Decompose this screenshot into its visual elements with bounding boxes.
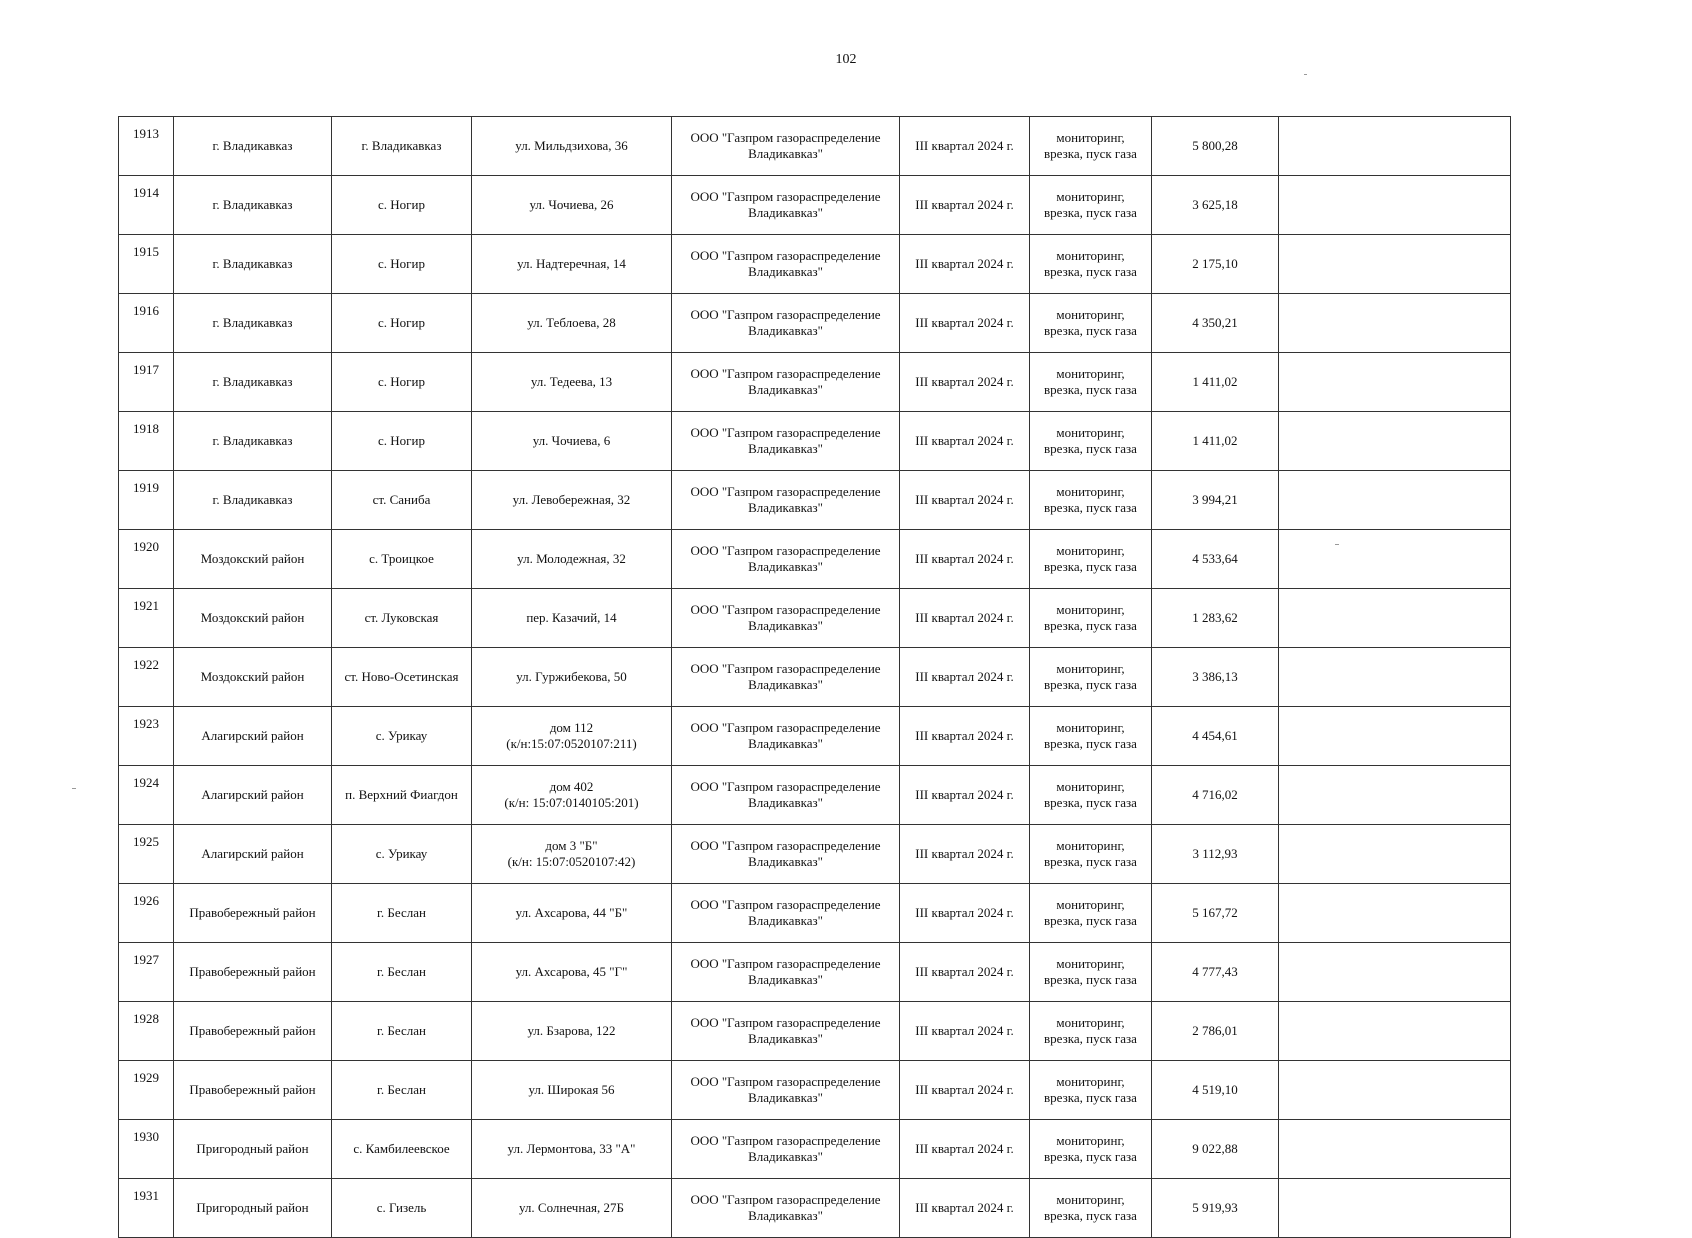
cell-organization-line: ООО "Газпром газораспределение [690, 130, 881, 145]
table-row [119, 766, 1511, 825]
cell-amount: 3 625,18 [1152, 176, 1279, 235]
cell-address [472, 1061, 672, 1120]
cell-works [1030, 1002, 1152, 1061]
cell-organization-line: Владикавказ" [748, 500, 823, 515]
cell-period: III квартал 2024 г. [900, 117, 1030, 176]
cell-address [472, 1002, 672, 1061]
cell-settlement: с. Камбилеевское [332, 1120, 472, 1179]
cell-works [1030, 412, 1152, 471]
cell-address [472, 1179, 672, 1238]
cell-works [1030, 589, 1152, 648]
table-row [119, 353, 1511, 412]
cell-address [472, 117, 672, 176]
cell-organization [672, 412, 900, 471]
cell-extra [1279, 589, 1511, 648]
cell-period: III квартал 2024 г. [900, 766, 1030, 825]
table-row [119, 884, 1511, 943]
cell-number: 1921 [119, 589, 174, 648]
cell-works-line: врезка, пуск газа [1044, 972, 1137, 987]
cell-amount: 4 454,61 [1152, 707, 1279, 766]
cell-organization [672, 766, 900, 825]
cell-organization-line: Владикавказ" [748, 795, 823, 810]
cell-extra [1279, 707, 1511, 766]
cell-works-line: врезка, пуск газа [1044, 1090, 1137, 1105]
cell-extra [1279, 353, 1511, 412]
table-row [119, 648, 1511, 707]
cell-period: III квартал 2024 г. [900, 1179, 1030, 1238]
cell-period: III квартал 2024 г. [900, 530, 1030, 589]
cell-address [472, 235, 672, 294]
cell-extra [1279, 766, 1511, 825]
cell-organization-line: Владикавказ" [748, 323, 823, 338]
cell-works-line: врезка, пуск газа [1044, 913, 1137, 928]
cell-settlement: с. Троицкое [332, 530, 472, 589]
cell-amount: 2 175,10 [1152, 235, 1279, 294]
cell-settlement: ст. Саниба [332, 471, 472, 530]
scan-speck [1304, 74, 1307, 75]
cell-organization-line: ООО "Газпром газораспределение [690, 1074, 881, 1089]
cell-works-line: мониторинг, [1056, 838, 1125, 853]
cell-extra [1279, 530, 1511, 589]
cell-works [1030, 707, 1152, 766]
cell-period: III квартал 2024 г. [900, 1002, 1030, 1061]
cell-organization-line: Владикавказ" [748, 559, 823, 574]
cell-organization [672, 117, 900, 176]
cell-organization [672, 471, 900, 530]
cell-works-line: врезка, пуск газа [1044, 618, 1137, 633]
cell-district: г. Владикавказ [174, 117, 332, 176]
cell-works-line: мониторинг, [1056, 248, 1125, 263]
cell-organization-line: Владикавказ" [748, 972, 823, 987]
cell-settlement: г. Беслан [332, 884, 472, 943]
cell-settlement: с. Ногир [332, 176, 472, 235]
cell-period: III квартал 2024 г. [900, 471, 1030, 530]
cell-amount: 4 777,43 [1152, 943, 1279, 1002]
cell-address [472, 648, 672, 707]
cell-organization-line: ООО "Газпром газораспределение [690, 248, 881, 263]
cell-organization [672, 1120, 900, 1179]
cell-district: Моздокский район [174, 530, 332, 589]
cell-works [1030, 117, 1152, 176]
cell-works-line: мониторинг, [1056, 1133, 1125, 1148]
cell-works-line: мониторинг, [1056, 661, 1125, 676]
cell-extra [1279, 1120, 1511, 1179]
cell-address-line: ул. Ахсарова, 45 "Г" [515, 964, 628, 979]
cell-district: г. Владикавказ [174, 294, 332, 353]
cell-organization-line: ООО "Газпром газораспределение [690, 897, 881, 912]
cell-address-line: ул. Гуржибекова, 50 [516, 669, 627, 684]
cell-address-line: (к/н: 15:07:0520107:42) [507, 854, 636, 869]
cell-settlement: г. Владикавказ [332, 117, 472, 176]
cell-amount: 1 283,62 [1152, 589, 1279, 648]
cell-organization [672, 884, 900, 943]
cell-organization-line: ООО "Газпром газораспределение [690, 543, 881, 558]
cell-address-line: дом 3 "Б" [545, 838, 598, 853]
cell-works [1030, 884, 1152, 943]
cell-settlement: ст. Луковская [332, 589, 472, 648]
cell-organization-line: Владикавказ" [748, 913, 823, 928]
cell-works-line: врезка, пуск газа [1044, 736, 1137, 751]
cell-works-line: мониторинг, [1056, 366, 1125, 381]
cell-district: Правобережный район [174, 1061, 332, 1120]
cell-address [472, 176, 672, 235]
cell-amount: 5 167,72 [1152, 884, 1279, 943]
cell-works [1030, 1179, 1152, 1238]
cell-settlement: ст. Ново-Осетинская [332, 648, 472, 707]
cell-organization [672, 943, 900, 1002]
cell-works [1030, 1061, 1152, 1120]
cell-organization [672, 176, 900, 235]
cell-works [1030, 471, 1152, 530]
cell-organization [672, 825, 900, 884]
cell-number: 1913 [119, 117, 174, 176]
cell-organization-line: Владикавказ" [748, 854, 823, 869]
cell-address [472, 589, 672, 648]
cell-address [472, 825, 672, 884]
cell-address [472, 294, 672, 353]
cell-address-line: (к/н: 15:07:0140105:201) [504, 795, 639, 810]
cell-works-line: мониторинг, [1056, 956, 1125, 971]
cell-address-line: ул. Мильдзихова, 36 [515, 138, 628, 153]
cell-works [1030, 176, 1152, 235]
cell-number: 1922 [119, 648, 174, 707]
cell-works-line: мониторинг, [1056, 307, 1125, 322]
cell-works-line: врезка, пуск газа [1044, 146, 1137, 161]
cell-organization-line: ООО "Газпром газораспределение [690, 484, 881, 499]
cell-organization-line: ООО "Газпром газораспределение [690, 189, 881, 204]
cell-organization-line: Владикавказ" [748, 1031, 823, 1046]
cell-number: 1931 [119, 1179, 174, 1238]
cell-address-line: пер. Казачий, 14 [526, 610, 617, 625]
cell-address [472, 412, 672, 471]
cell-organization-line: Владикавказ" [748, 618, 823, 633]
cell-organization-line: ООО "Газпром газораспределение [690, 838, 881, 853]
cell-number: 1927 [119, 943, 174, 1002]
cell-address-line: ул. Солнечная, 27Б [518, 1200, 624, 1215]
cell-amount: 4 519,10 [1152, 1061, 1279, 1120]
cell-district: Алагирский район [174, 825, 332, 884]
cell-number: 1916 [119, 294, 174, 353]
cell-organization-line: ООО "Газпром газораспределение [690, 602, 881, 617]
cell-amount: 4 533,64 [1152, 530, 1279, 589]
cell-extra [1279, 825, 1511, 884]
cell-organization-line: ООО "Газпром газораспределение [690, 1015, 881, 1030]
cell-address-line: ул. Левобережная, 32 [512, 492, 631, 507]
cell-works-line: врезка, пуск газа [1044, 323, 1137, 338]
cell-works [1030, 1120, 1152, 1179]
cell-number: 1918 [119, 412, 174, 471]
cell-extra [1279, 471, 1511, 530]
cell-amount: 4 350,21 [1152, 294, 1279, 353]
cell-works-line: мониторинг, [1056, 425, 1125, 440]
cell-organization-line: Владикавказ" [748, 441, 823, 456]
cell-amount: 5 800,28 [1152, 117, 1279, 176]
cell-district: Алагирский район [174, 707, 332, 766]
cell-number: 1929 [119, 1061, 174, 1120]
cell-number: 1930 [119, 1120, 174, 1179]
cell-period: III квартал 2024 г. [900, 176, 1030, 235]
cell-organization [672, 1002, 900, 1061]
cell-extra [1279, 1002, 1511, 1061]
cell-organization [672, 648, 900, 707]
cell-extra [1279, 648, 1511, 707]
cell-works [1030, 294, 1152, 353]
cell-organization-line: Владикавказ" [748, 205, 823, 220]
cell-amount: 3 994,21 [1152, 471, 1279, 530]
cell-amount: 3 112,93 [1152, 825, 1279, 884]
cell-organization [672, 589, 900, 648]
cell-number: 1924 [119, 766, 174, 825]
cell-number: 1914 [119, 176, 174, 235]
cell-works-line: врезка, пуск газа [1044, 441, 1137, 456]
cell-amount: 1 411,02 [1152, 412, 1279, 471]
cell-district: г. Владикавказ [174, 176, 332, 235]
cell-organization-line: ООО "Газпром газораспределение [690, 779, 881, 794]
cell-period: III квартал 2024 г. [900, 884, 1030, 943]
table-row [119, 235, 1511, 294]
cell-address [472, 884, 672, 943]
cell-works-line: мониторинг, [1056, 602, 1125, 617]
cell-extra [1279, 884, 1511, 943]
cell-works-line: врезка, пуск газа [1044, 205, 1137, 220]
cell-works [1030, 235, 1152, 294]
cell-address-line: ул. Лермонтова, 33 "А" [507, 1141, 636, 1156]
cell-address [472, 766, 672, 825]
cell-works-line: врезка, пуск газа [1044, 500, 1137, 515]
cell-address [472, 353, 672, 412]
cell-extra [1279, 235, 1511, 294]
cell-organization-line: Владикавказ" [748, 264, 823, 279]
cell-district: г. Владикавказ [174, 353, 332, 412]
cell-organization [672, 1179, 900, 1238]
table-row [119, 1120, 1511, 1179]
table-row [119, 294, 1511, 353]
cell-period: III квартал 2024 г. [900, 353, 1030, 412]
cell-address [472, 530, 672, 589]
cell-district: Правобережный район [174, 884, 332, 943]
table-row [119, 707, 1511, 766]
cell-period: III квартал 2024 г. [900, 1061, 1030, 1120]
table-row [119, 530, 1511, 589]
cell-organization-line: Владикавказ" [748, 736, 823, 751]
cell-district: Моздокский район [174, 589, 332, 648]
table-row [119, 1002, 1511, 1061]
cell-organization-line: ООО "Газпром газораспределение [690, 366, 881, 381]
cell-district: Правобережный район [174, 1002, 332, 1061]
table-row [119, 1061, 1511, 1120]
cell-extra [1279, 1179, 1511, 1238]
cell-district: Пригородный район [174, 1179, 332, 1238]
cell-works-line: мониторинг, [1056, 189, 1125, 204]
cell-number: 1926 [119, 884, 174, 943]
cell-works-line: врезка, пуск газа [1044, 1031, 1137, 1046]
cell-period: III квартал 2024 г. [900, 589, 1030, 648]
cell-extra [1279, 412, 1511, 471]
cell-organization [672, 353, 900, 412]
cell-settlement: г. Беслан [332, 943, 472, 1002]
table-row [119, 1179, 1511, 1238]
cell-organization-line: Владикавказ" [748, 677, 823, 692]
cell-organization-line: ООО "Газпром газораспределение [690, 307, 881, 322]
cell-amount: 1 411,02 [1152, 353, 1279, 412]
cell-works-line: мониторинг, [1056, 720, 1125, 735]
cell-extra [1279, 117, 1511, 176]
cell-address-line: ул. Широкая 56 [528, 1082, 615, 1097]
cell-address-line: ул. Ахсарова, 44 "Б" [515, 905, 628, 920]
cell-organization [672, 294, 900, 353]
cell-amount: 3 386,13 [1152, 648, 1279, 707]
table-row [119, 943, 1511, 1002]
cell-number: 1925 [119, 825, 174, 884]
cell-settlement: с. Ногир [332, 235, 472, 294]
cell-organization-line: Владикавказ" [748, 146, 823, 161]
cell-extra [1279, 1061, 1511, 1120]
cell-amount: 5 919,93 [1152, 1179, 1279, 1238]
cell-period: III квартал 2024 г. [900, 1120, 1030, 1179]
cell-settlement: г. Беслан [332, 1002, 472, 1061]
cell-address-line: ул. Молодежная, 32 [517, 551, 626, 566]
cell-period: III квартал 2024 г. [900, 943, 1030, 1002]
cell-address-line: ул. Тедеева, 13 [530, 374, 613, 389]
cell-address-line: (к/н:15:07:0520107:211) [506, 736, 637, 751]
cell-works-line: врезка, пуск газа [1044, 1208, 1137, 1223]
cell-settlement: г. Беслан [332, 1061, 472, 1120]
cell-number: 1917 [119, 353, 174, 412]
cell-settlement: с. Урикау [332, 825, 472, 884]
cell-district: г. Владикавказ [174, 235, 332, 294]
cell-works-line: врезка, пуск газа [1044, 854, 1137, 869]
cell-period: III квартал 2024 г. [900, 707, 1030, 766]
cell-settlement: п. Верхний Фиагдон [332, 766, 472, 825]
cell-organization-line: ООО "Газпром газораспределение [690, 425, 881, 440]
scan-speck [1335, 544, 1339, 545]
cell-address-line: ул. Чочиева, 6 [532, 433, 611, 448]
table-row [119, 117, 1511, 176]
cell-district: г. Владикавказ [174, 471, 332, 530]
cell-extra [1279, 943, 1511, 1002]
cell-period: III квартал 2024 г. [900, 235, 1030, 294]
cell-district: Правобережный район [174, 943, 332, 1002]
cell-amount: 2 786,01 [1152, 1002, 1279, 1061]
scan-speck [72, 788, 76, 789]
table-row [119, 412, 1511, 471]
cell-works [1030, 943, 1152, 1002]
cell-number: 1920 [119, 530, 174, 589]
cell-works-line: мониторинг, [1056, 543, 1125, 558]
cell-district: Моздокский район [174, 648, 332, 707]
cell-organization-line: Владикавказ" [748, 1208, 823, 1223]
cell-number: 1923 [119, 707, 174, 766]
cell-address [472, 943, 672, 1002]
cell-organization [672, 707, 900, 766]
cell-settlement: с. Урикау [332, 707, 472, 766]
cell-works [1030, 825, 1152, 884]
cell-extra [1279, 176, 1511, 235]
cell-organization-line: ООО "Газпром газораспределение [690, 720, 881, 735]
cell-address-line: ул. Бзарова, 122 [527, 1023, 616, 1038]
cell-works-line: мониторинг, [1056, 1192, 1125, 1207]
cell-organization-line: Владикавказ" [748, 1090, 823, 1105]
cell-works-line: врезка, пуск газа [1044, 1149, 1137, 1164]
cell-period: III квартал 2024 г. [900, 294, 1030, 353]
cell-address-line: ул. Надтеречная, 14 [517, 256, 626, 271]
cell-organization-line: ООО "Газпром газораспределение [690, 1192, 881, 1207]
cell-district: Алагирский район [174, 766, 332, 825]
cell-organization-line: ООО "Газпром газораспределение [690, 661, 881, 676]
cell-works-line: врезка, пуск газа [1044, 264, 1137, 279]
cell-address-line: дом 112 [549, 720, 594, 735]
cell-works [1030, 353, 1152, 412]
cell-address [472, 707, 672, 766]
cell-number: 1919 [119, 471, 174, 530]
cell-organization-line: Владикавказ" [748, 382, 823, 397]
page-number: 102 [835, 52, 857, 67]
cell-settlement: с. Ногир [332, 353, 472, 412]
cell-district: г. Владикавказ [174, 412, 332, 471]
cell-works-line: врезка, пуск газа [1044, 382, 1137, 397]
cell-organization-line: Владикавказ" [748, 1149, 823, 1164]
cell-address [472, 1120, 672, 1179]
cell-period: III квартал 2024 г. [900, 825, 1030, 884]
cell-settlement: с. Ногир [332, 412, 472, 471]
cell-amount: 4 716,02 [1152, 766, 1279, 825]
cell-organization [672, 530, 900, 589]
cell-address-line: дом 402 [549, 779, 594, 794]
cell-number: 1915 [119, 235, 174, 294]
cell-works-line: врезка, пуск газа [1044, 795, 1137, 810]
cell-organization-line: ООО "Газпром газораспределение [690, 1133, 881, 1148]
cell-works-line: мониторинг, [1056, 130, 1125, 145]
cell-works [1030, 766, 1152, 825]
cell-works-line: мониторинг, [1056, 897, 1125, 912]
table-row [119, 176, 1511, 235]
cell-period: III квартал 2024 г. [900, 412, 1030, 471]
cell-extra [1279, 294, 1511, 353]
gasification-table [118, 116, 1511, 1238]
table-container [118, 116, 1510, 1238]
cell-organization-line: ООО "Газпром газораспределение [690, 956, 881, 971]
cell-settlement: с. Гизель [332, 1179, 472, 1238]
cell-address-line: ул. Чочиева, 26 [529, 197, 614, 212]
table-row [119, 589, 1511, 648]
cell-works [1030, 530, 1152, 589]
table-body [119, 117, 1511, 1238]
cell-works-line: врезка, пуск газа [1044, 559, 1137, 574]
cell-works-line: мониторинг, [1056, 779, 1125, 794]
cell-settlement: с. Ногир [332, 294, 472, 353]
cell-period: III квартал 2024 г. [900, 648, 1030, 707]
cell-organization [672, 235, 900, 294]
cell-works-line: мониторинг, [1056, 1015, 1125, 1030]
cell-address [472, 471, 672, 530]
cell-works-line: мониторинг, [1056, 1074, 1125, 1089]
table-row [119, 825, 1511, 884]
table-row [119, 471, 1511, 530]
cell-number: 1928 [119, 1002, 174, 1061]
cell-amount: 9 022,88 [1152, 1120, 1279, 1179]
cell-district: Пригородный район [174, 1120, 332, 1179]
cell-address-line: ул. Теблоева, 28 [527, 315, 616, 330]
cell-works-line: врезка, пуск газа [1044, 677, 1137, 692]
cell-organization [672, 1061, 900, 1120]
cell-works [1030, 648, 1152, 707]
cell-works-line: мониторинг, [1056, 484, 1125, 499]
